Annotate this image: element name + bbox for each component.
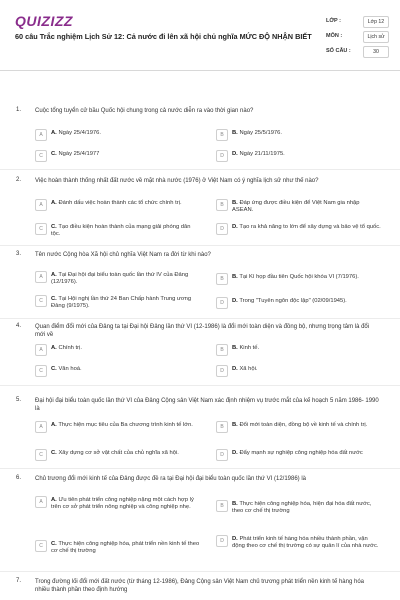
divider [0,571,400,572]
question-text: Quan điểm đổi mới của Đảng ta tại Đại hội Đảng lần thứ VI (12-1986) là đổi mới toàn diện và đồng bộ, nhưng trọng tâm là đổi mới về [35,324,370,338]
option-letter-box: C [35,365,47,377]
question-number: 7. [16,578,22,584]
quizizz-logo: QUIZIZZ [15,13,73,29]
option-letter-box: B [216,129,228,141]
option-letter-box: A [35,199,47,211]
option-letter-box: B [216,199,228,211]
class-value: Lớp 12 [363,16,389,28]
divider [0,169,400,170]
count-value: 30 [363,46,389,58]
option-letter-box: D [216,150,228,162]
divider [0,318,400,319]
option-letter-box: A [35,496,47,508]
divider [0,468,400,469]
count-label: SỐ CÂU : [326,48,351,54]
question-number: 2. [16,177,22,183]
option-letter-box: A [35,344,47,356]
option-letter-box: B [216,344,228,356]
option-letter-box: B [216,500,228,512]
question-text: Chủ trương đổi mới kinh tế của Đảng được đề ra tại Đại hội đại biểu toàn quốc lần thứ VI (12/1986) là [35,476,307,482]
header [0,0,400,71]
option-letter-box: C [35,295,47,307]
question-text: Cuộc tổng tuyển cử bầu Quốc hội chung trong cả nước diễn ra vào thời gian nào? [35,108,254,114]
subject-label: MÔN : [326,33,343,39]
option-letter-box: A [35,129,47,141]
option-letter-box: C [35,223,47,235]
option-letter-box: B [216,273,228,285]
question-text: Trong đường lối đổi mới đất nước (từ tháng 12-1986), Đảng Cộng sản Việt Nam chủ trương phát triển nền kinh tế hàng hóa nhiều thành phần theo định hướng [35,579,364,593]
option-letter-box: A [35,421,47,433]
question-number: 5. [16,397,22,403]
option-letter-box: B [216,421,228,433]
option-letter-box: D [216,297,228,309]
class-label: LỚP : [326,18,341,24]
divider [0,245,400,246]
option-letter-box: D [216,365,228,377]
question-text: Việc hoàn thành thống nhất đất nước về mặt nhà nước (1976) ở Việt Nam có ý nghĩa lịch sử như thế nào? [35,178,319,184]
option-letter-box: A [35,271,47,283]
question-number: 1. [16,107,22,113]
page-title: 60 câu Trắc nghiệm Lịch Sử 12: Cả nước đi lên xã hội chủ nghĩa MỨC ĐỘ NHẬN BIẾT [15,32,312,41]
question-text: Đại hội đại biểu toàn quốc lần thứ VI của Đảng Cộng sản Việt Nam xác định nhiệm vụ trước mắt của kế hoạch 5 năm 1986- 1990 là [35,398,379,412]
divider [0,385,400,386]
option-letter-box: D [216,449,228,461]
option-letter-box: D [216,535,228,547]
question-number: 3. [16,251,22,257]
option-letter-box: C [35,540,47,552]
option-letter-box: C [35,150,47,162]
option-letter-box: D [216,223,228,235]
option-letter-box: C [35,449,47,461]
question-text: Tên nước Cộng hòa Xã hội chủ nghĩa Việt Nam ra đời từ khi nào? [35,252,211,258]
question-number: 4. [16,323,22,329]
subject-value: Lịch sử [363,31,389,43]
question-number: 6. [16,475,22,481]
